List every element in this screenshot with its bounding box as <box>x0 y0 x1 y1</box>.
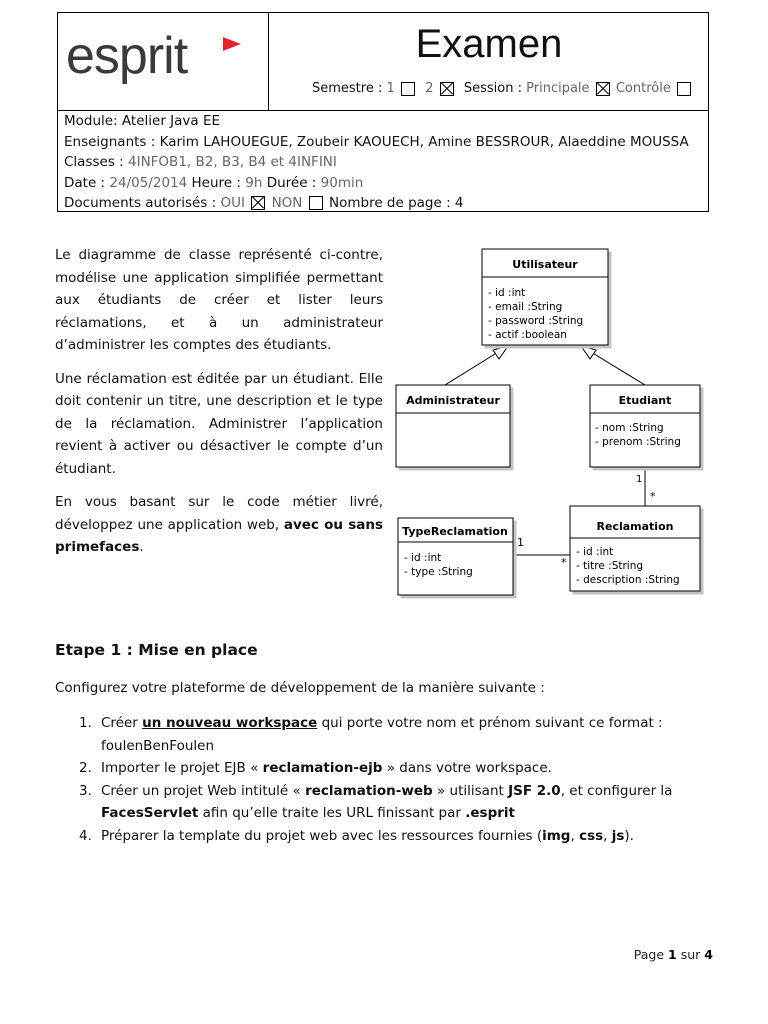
non-checkbox[interactable] <box>309 196 323 210</box>
item3-text-e: , et configurer la <box>560 782 673 799</box>
item3-faces-servlet: FacesServlet <box>101 805 199 821</box>
semestre-1-label: 1 <box>386 81 395 96</box>
step1-title: Etape 1 : Mise en place <box>55 641 258 659</box>
exam-title: Examen <box>415 22 563 66</box>
item3-project-name: reclamation-web <box>305 782 433 799</box>
multiplicity-type-one: 1 <box>517 536 524 549</box>
etudiant-attr-prenom: - prenom :String <box>595 436 681 448</box>
multiplicity-reclamation-many-2: * <box>561 556 567 569</box>
admin-generalization <box>445 349 503 385</box>
date-label: Date : <box>64 174 106 191</box>
documents-label: Documents autorisés : <box>64 195 217 211</box>
classes-value: 4INFOB1, B2, B3, B4 et 4INFINI <box>128 154 337 170</box>
date-line <box>64 173 689 194</box>
duree-value: 90min <box>320 174 364 191</box>
exam-header <box>57 12 709 212</box>
step1-list <box>55 712 675 847</box>
step1-item-3: 3. Créer un projet Web intitulé « reclamation-web » utilisant JSF 2.0, et configurer la FacesServlet afin qu’elle traite les URL finissant par .esprit <box>79 782 673 821</box>
footer-current-page: 1 <box>668 947 677 962</box>
reclamation-attr-titre: - titre :String <box>576 560 644 572</box>
esprit-logo: esprit <box>66 27 188 85</box>
oui-checkbox[interactable] <box>251 196 265 210</box>
administrateur-name: Administrateur <box>406 394 500 407</box>
intro-text <box>55 244 383 570</box>
multiplicity-reclamation-many: * <box>650 490 656 503</box>
multiplicity-etudiant-one: 1 <box>636 474 643 485</box>
item4-js: js <box>611 827 625 844</box>
semestre-1-checkbox[interactable] <box>401 82 415 96</box>
duree-label: Durée : <box>266 174 317 191</box>
item4-text-a: Préparer la template du projet web avec les ressources fournies ( <box>101 827 543 844</box>
item2-text-c: » dans votre workspace. <box>386 760 552 776</box>
reclamation-attr-id: - id :int <box>576 546 614 558</box>
intro-p3-end: . <box>139 539 144 555</box>
step1-item-2: 2. Importer le projet EJB « reclamation-ejb » dans votre workspace. <box>79 760 552 776</box>
utilisateur-attr-actif: - actif :boolean <box>488 329 567 341</box>
principale-label: Principale <box>526 81 590 96</box>
intro-paragraph-2: Une réclamation est éditée par un étudiant. Elle doit contenir un titre, une description et le type de la réclamation. Administrer l’application revient à activer ou désactiver le compte d’un étudiant. <box>55 370 383 477</box>
item1-text-a: Créer <box>101 715 138 731</box>
enseignants-label: Enseignants : <box>64 133 156 150</box>
step1-intro: Configurez votre plateforme de développement de la manière suivante : <box>55 680 545 696</box>
intro-p3-start: En vous basant sur le code métier livré, développez une application web, <box>55 494 383 533</box>
etudiant-inheritance-arrow <box>581 346 596 359</box>
item4-sep-2: , <box>603 827 612 844</box>
item4-text-end: ). <box>624 827 634 844</box>
item2-text-a: Importer le projet EJB « <box>101 760 259 776</box>
semestre-label: Semestre : <box>312 81 383 96</box>
exam-info <box>64 111 689 214</box>
item1-underlined: un nouveau workspace <box>142 715 318 731</box>
classes-label: Classes : <box>64 154 124 170</box>
item4-sep-1: , <box>570 827 580 844</box>
item4-css: css <box>579 827 604 844</box>
utilisateur-attr-password: - password :String <box>488 315 584 327</box>
footer-page-label: Page <box>633 947 665 962</box>
intro-p3-bold: avec ou sans primefaces <box>55 516 383 555</box>
typereclamation-attr-type: - type :String <box>404 566 473 578</box>
item3-jsf-version: JSF 2.0 <box>508 782 561 799</box>
reclamation-attr-description: - description :String <box>576 574 680 586</box>
header-top-row <box>58 13 708 111</box>
semester-session-line <box>312 80 693 99</box>
semestre-2-checkbox[interactable] <box>440 82 454 96</box>
controle-label: Contrôle <box>615 81 671 96</box>
footer-total-pages: 4 <box>704 947 713 962</box>
step1-item-1: 1. Créer un nouveau workspace qui porte votre nom et prénom suivant ce format : foulenBenFoulen <box>79 715 663 754</box>
classes-line <box>64 152 689 173</box>
principale-checkbox[interactable] <box>596 82 610 96</box>
etudiant-name: Etudiant <box>618 394 672 407</box>
heure-label: Heure : <box>191 174 241 191</box>
admin-inheritance-arrow <box>493 346 508 359</box>
utilisateur-name: Utilisateur <box>512 258 578 271</box>
uml-class-diagram <box>390 240 720 605</box>
module-line: Module: Atelier Java EE <box>64 113 221 129</box>
utilisateur-attr-id: - id :int <box>488 287 526 299</box>
item1-text-b: qui porte votre nom et prénom suivant ce format : foulenBenFoulen <box>101 715 663 754</box>
controle-checkbox[interactable] <box>677 82 691 96</box>
item3-text-g: afin qu’elle traite les URL finissant par <box>202 805 461 821</box>
heure-value: 9h <box>245 174 263 191</box>
etudiant-generalization <box>586 349 645 385</box>
documents-line <box>64 193 689 214</box>
pages-count: Nombre de page : 4 <box>328 195 464 211</box>
utilisateur-attr-email: - email :String <box>488 301 563 313</box>
oui-label: OUI <box>220 195 245 211</box>
typereclamation-attr-id: - id :int <box>404 552 442 564</box>
intro-paragraph-3 <box>55 491 383 559</box>
item3-text-c: » utilisant <box>436 782 504 799</box>
step1-item-4: 4. Préparer la template du projet web avec les ressources fournies (img, css, js). <box>79 827 634 844</box>
item4-img: img <box>542 827 571 844</box>
semestre-2-label: 2 <box>425 81 434 96</box>
item3-url-suffix: .esprit <box>465 805 515 821</box>
enseignants-line <box>64 132 689 153</box>
footer-sur: sur <box>680 947 701 962</box>
item2-project-name: reclamation-ejb <box>262 760 383 776</box>
intro-paragraph-1: Le diagramme de classe représenté ci-contre, modélise une application simplifiée permettant aux étudiants de créer et lister leurs réclamations, et à un administrateur d’administrer les comptes des étudiants. <box>55 247 383 353</box>
logo-flag-icon <box>223 37 241 51</box>
session-label: Session : <box>463 81 522 96</box>
non-label: NON <box>271 195 303 211</box>
page-footer <box>634 947 713 962</box>
enseignants-value: Karim LAHOUEGUE, Zoubeir KAOUECH, Amine BESSROUR, Alaeddine MOUSSA <box>159 133 689 150</box>
date-value: 24/05/2014 <box>109 174 188 191</box>
etudiant-attr-nom: - nom :String <box>595 422 664 434</box>
item3-text-a: Créer un projet Web intitulé « <box>101 782 301 799</box>
reclamation-name: Reclamation <box>596 520 674 533</box>
typereclamation-name: TypeReclamation <box>402 525 508 538</box>
logo-cell <box>58 13 269 110</box>
